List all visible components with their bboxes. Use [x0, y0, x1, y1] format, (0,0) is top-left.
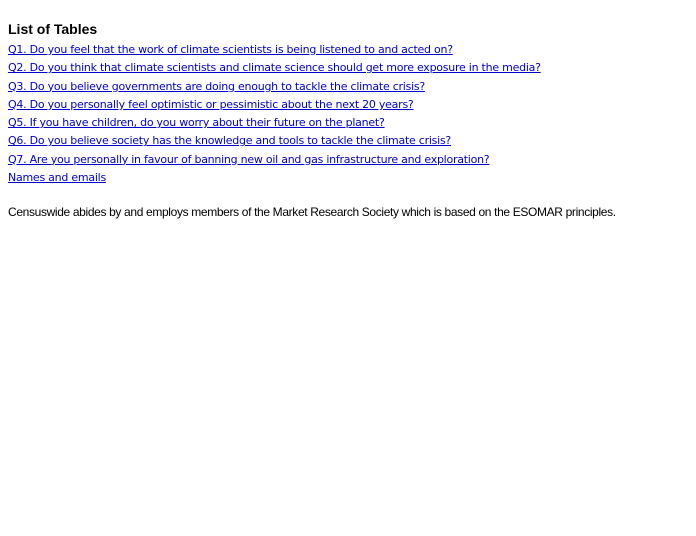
- toc-item-q1: [8, 40, 688, 58]
- link-q6[interactable]: Q6. Do you believe society has the knowledge and tools to tackle the climate crisis?: [8, 134, 452, 148]
- link-names-and-emails[interactable]: Names and emails: [8, 171, 106, 185]
- link-q4[interactable]: Q4. Do you personally feel optimistic or pessimistic about the next 20 years?: [8, 97, 414, 111]
- toc-item-q6: [8, 131, 688, 149]
- link-q3[interactable]: Q3. Do you believe governments are doing enough to tackle the climate crisis?: [8, 79, 425, 93]
- page-title: List of Tables: [8, 21, 98, 37]
- toc-item-q3: [8, 77, 688, 95]
- toc-item-q5: [8, 113, 688, 131]
- link-q1[interactable]: Q1. Do you feel that the work of climate scientists is being listened to and acted on?: [8, 43, 453, 56]
- toc-item-q4: [8, 95, 688, 113]
- link-q5[interactable]: Q5. If you have children, do you worry about their future on the planet?: [8, 116, 385, 130]
- footnote: Censuswide abides by and employs members of the Market Research Society which is based on the ESOMAR principles.: [8, 205, 616, 220]
- link-q7[interactable]: Q7. Are you personally in favour of banning new oil and gas infrastructure and exploration?: [8, 152, 490, 166]
- toc-item-q2: [8, 58, 688, 76]
- table-of-contents: [8, 40, 688, 186]
- link-q2[interactable]: Q2. Do you think that climate scientists and climate science should get more exposure in the media?: [8, 61, 541, 75]
- document-page: [8, 20, 688, 220]
- toc-item-names: [8, 168, 688, 186]
- toc-item-q7: [8, 150, 688, 168]
